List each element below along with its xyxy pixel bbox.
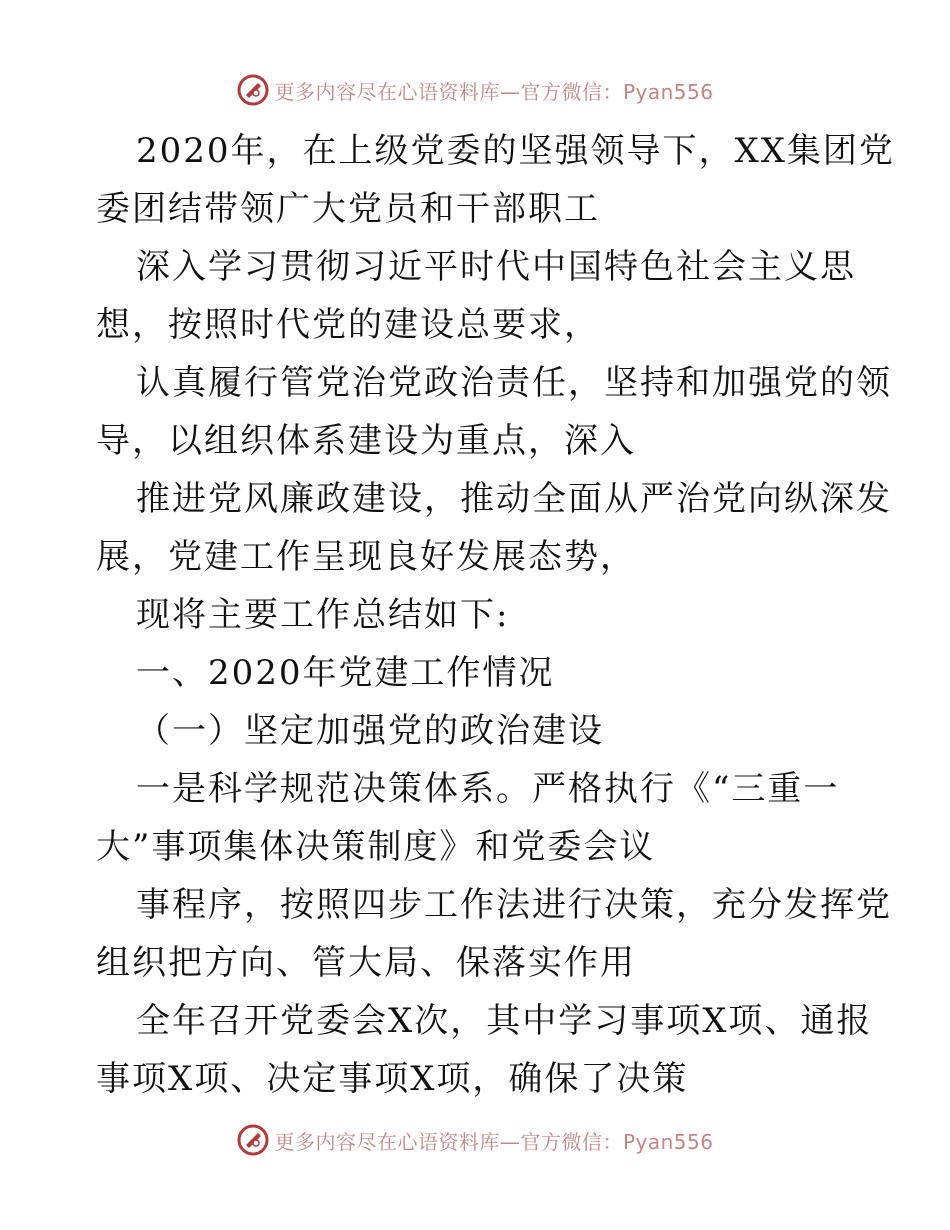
text-line: 事项X项、决定事项X项，确保了决策 xyxy=(96,1059,689,1099)
text-line: 深入学习贯彻习近平时代中国特色社会主义思 xyxy=(136,247,856,287)
logo-icon xyxy=(236,1123,270,1157)
footer-banner-text: 更多内容尽在心语资料库—官方微信：Pyan556 xyxy=(274,1129,714,1154)
text-line: 大”事项集体决策制度》和党委会议 xyxy=(96,827,656,867)
text-line: 委团结带领广大党员和干部职工 xyxy=(96,189,600,229)
text-line: 现将主要工作总结如下: xyxy=(136,595,510,635)
text-line: 认真履行管党治党政治责任，坚持和加强党的领 xyxy=(136,363,892,403)
text-line: 推进党风廉政建设，推动全面从严治党向纵深发 xyxy=(136,479,892,519)
logo-icon xyxy=(236,73,270,107)
text-line: （一）坚定加强党的政治建设 xyxy=(136,711,604,751)
text-line: 一、2020年党建工作情况 xyxy=(136,653,555,693)
text-line: 2020年，在上级党委的坚强领导下，XX集团党 xyxy=(136,131,895,171)
text-line: 组织把方向、管大局、保落实作用 xyxy=(96,943,636,983)
text-line: 全年召开党委会X次，其中学习事项X项、通报 xyxy=(136,1001,873,1041)
document-body xyxy=(96,122,895,1108)
text-line: 一是科学规范决策体系。严格执行《“三重一 xyxy=(136,769,840,809)
header-banner xyxy=(0,70,950,110)
footer-banner xyxy=(0,1120,950,1160)
text-line: 事程序，按照四步工作法进行决策，充分发挥党 xyxy=(136,885,892,925)
text-line: 想，按照时代党的建设总要求， xyxy=(96,305,600,345)
header-banner-text: 更多内容尽在心语资料库—官方微信：Pyan556 xyxy=(274,79,714,104)
text-line: 导，以组织体系建设为重点，深入 xyxy=(96,421,636,461)
text-line: 展，党建工作呈现良好发展态势， xyxy=(96,537,636,577)
